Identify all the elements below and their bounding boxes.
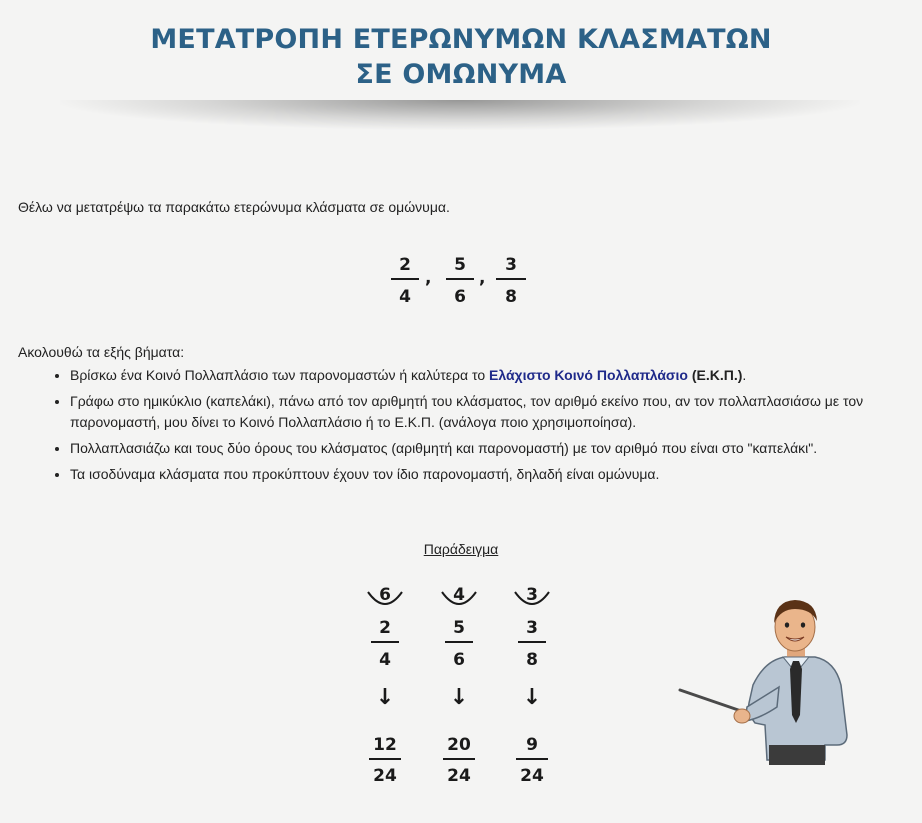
- example-2-numerator: 5: [453, 618, 465, 638]
- fraction-1-denominator: 4: [399, 287, 411, 307]
- lcm-abbr: (Ε.Κ.Π.): [687, 367, 743, 383]
- result-3-numerator: 9: [526, 735, 538, 755]
- teacher-eye-left: [785, 622, 789, 627]
- arrow-down-icon: ↓: [522, 685, 542, 710]
- step-4: • Τα ισοδύναμα κλάσματα που προκύπτουν έχουν τον ίδιο παρονομαστή, δηλαδή είναι ομώνυμα.: [70, 464, 922, 485]
- step-3: • Πολλαπλασιάζω και τους δύο όρους του κλάσματος (αριθμητή και παρονομαστή) με τον αριθμό που είναι στο "καπελάκι".: [70, 438, 922, 459]
- comma-2: ,: [479, 268, 486, 288]
- fraction-3-numerator: 3: [505, 255, 517, 275]
- result-2-denominator: 24: [447, 766, 471, 786]
- result-2-numerator: 20: [447, 735, 471, 755]
- example-3-denominator: 8: [526, 650, 538, 670]
- example-figure: [355, 580, 575, 795]
- steps-list: [50, 365, 922, 490]
- teacher-hand: [734, 709, 750, 723]
- teacher-trousers: [769, 745, 825, 765]
- example-1-denominator: 4: [379, 650, 391, 670]
- fraction-2: [446, 255, 474, 307]
- example-3-numerator: 3: [526, 618, 538, 638]
- page-title: [0, 22, 922, 92]
- comma-1: ,: [425, 268, 432, 288]
- example-column-1: [368, 585, 402, 786]
- arrow-down-icon: ↓: [375, 685, 395, 710]
- example-1-numerator: 2: [379, 618, 391, 638]
- lcm-term: Ελάχιστο Κοινό Πολλαπλάσιο: [489, 367, 688, 383]
- fraction-3-denominator: 8: [505, 287, 517, 307]
- fractions-figure: [385, 250, 535, 310]
- intro-text: Θέλω να μετατρέψω τα παρακάτω ετερώνυμα κλάσματα σε ομώνυμα.: [18, 199, 450, 215]
- fraction-2-numerator: 5: [454, 255, 466, 275]
- step-2: • Γράφω στο ημικύκλιο (καπελάκι), πάνω από τον αριθμητή του κλάσματος, τον αριθμό εκείνο που, αν τον πολλαπλασιάσω με τον παρονομαστή, μου δίνει το Κοινό Πολλαπλάσιο ή το Ε.Κ.Π. (ανάλογα ποιο χρησιμοποίησα).: [70, 391, 922, 433]
- step-1: • Βρίσκω ένα Κοινό Πολλαπλάσιο των παρονομαστών ή καλύτερα το Ελάχιστο Κοινό Πολλαπλάσιο (Ε.Κ.Π.).: [70, 365, 922, 386]
- example-2-denominator: 6: [453, 650, 465, 670]
- fraction-2-denominator: 6: [454, 287, 466, 307]
- hat-1-number: 6: [379, 585, 391, 605]
- hat-2-number: 4: [453, 585, 465, 605]
- title-shadow-divider: [60, 100, 860, 130]
- result-1-denominator: 24: [373, 766, 397, 786]
- teacher-illustration: [675, 595, 860, 765]
- page-title-line1: ΜΕΤΑΤΡΟΠΗ ΕΤΕΡΩΝΥΜΩΝ ΚΛΑΣΜΑΤΩΝ: [150, 24, 772, 55]
- fraction-1: [391, 255, 419, 307]
- fraction-1-numerator: 2: [399, 255, 411, 275]
- fraction-3: [496, 255, 526, 307]
- example-label: Παράδειγμα: [423, 541, 499, 557]
- page-title-line2: ΣΕ ΟΜΩΝΥΜΑ: [355, 59, 567, 90]
- example-column-2: [442, 585, 476, 786]
- result-3-denominator: 24: [520, 766, 544, 786]
- example-column-3: [515, 585, 549, 786]
- hat-3-number: 3: [526, 585, 538, 605]
- arrow-down-icon: ↓: [449, 685, 469, 710]
- pointer-stick: [680, 690, 747, 713]
- result-1-numerator: 12: [373, 735, 397, 755]
- teacher-eye-right: [801, 622, 805, 627]
- steps-label: Ακολουθώ τα εξής βήματα:: [18, 344, 185, 360]
